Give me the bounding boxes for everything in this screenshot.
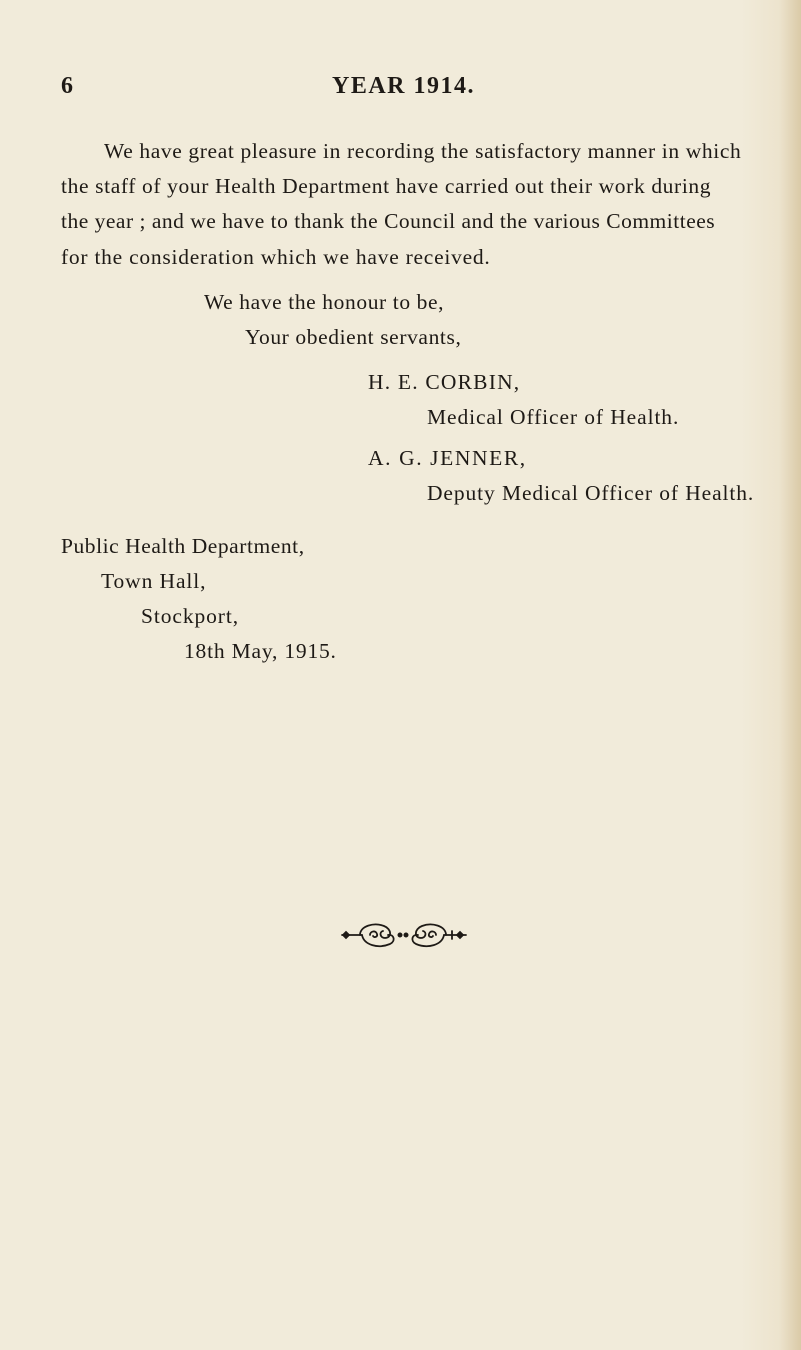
page-number: 6 [61,73,74,99]
address-line: Stockport, [141,604,239,628]
signatory-title: Medical Officer of Health. [427,405,680,429]
address-line: Public Health Department, [61,534,305,558]
signatory-title: Deputy Medical Officer of Health. [427,481,755,505]
address-date: 18th May, 1915. [184,639,337,663]
paragraph-line: the year ; and we have to thank the Council and the various Committees [61,209,716,233]
running-title: YEAR 1914. [331,73,475,99]
paragraph-line: We have great pleasure in recording the satisfactory manner in which [104,139,742,163]
paragraph-line: for the consideration which we have received. [61,245,491,269]
paragraph-line: the staff of your Health Department have carried out their work during [61,174,712,198]
closing-line: We have the honour to be, [204,290,445,314]
address-line: Town Hall, [101,569,207,593]
decorative-flourish-icon [340,918,468,952]
closing-line: Your obedient servants, [245,325,462,349]
signatory-name: A. G. JENNER, [368,446,527,470]
signatory-name: H. E. CORBIN, [368,370,521,394]
